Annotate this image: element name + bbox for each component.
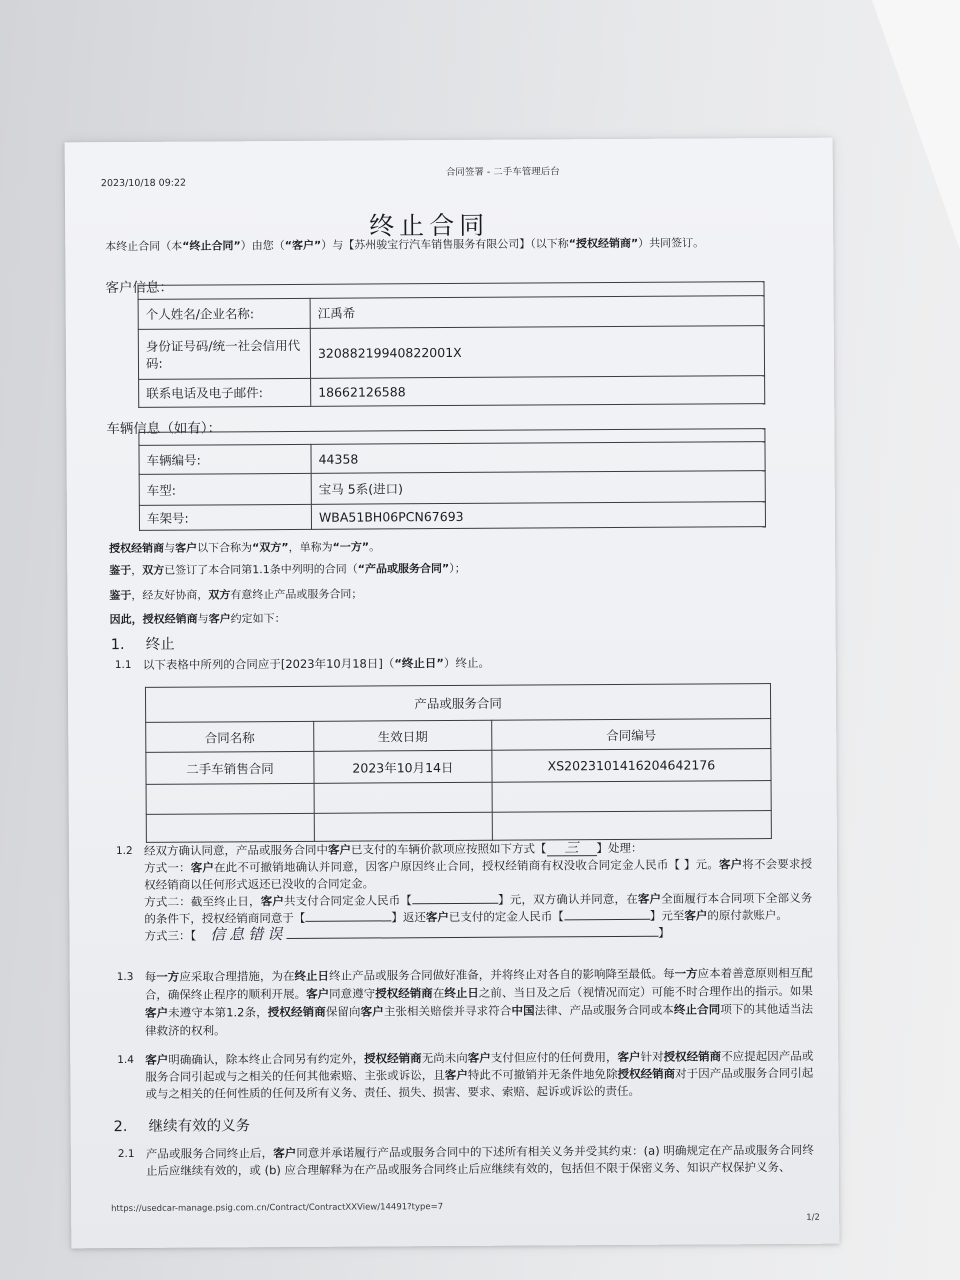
bold-text: 客户 (327, 842, 351, 857)
payment-option-2 (144, 890, 812, 928)
text-run: 法律、产品或服务合同或本 (534, 1002, 674, 1018)
bold-text: “终止日” (394, 656, 445, 671)
bold-text: 客户 (175, 541, 198, 555)
text-run: ）终止。 (443, 655, 490, 671)
text-run: ）与【苏州骏宝行汽车销售服务有限公司】（以下称 (321, 237, 569, 252)
text-run: 保留向 (325, 1004, 361, 1019)
customer-info-table (138, 281, 766, 408)
text-run: 】元，双方确认并同意，在 (497, 891, 638, 907)
vehicle-info-table (138, 428, 766, 531)
clause-2-1 (118, 1142, 818, 1180)
table-row (146, 811, 771, 843)
bold-text: “授权经销商” (568, 236, 639, 251)
bold-text: 客户 (273, 1145, 297, 1161)
text-run: 应本着善意原则相互配合，确保终止程序的顺利开展。 (144, 965, 813, 1002)
bold-text: 客户 (425, 910, 449, 925)
text-run: 已签订了本合同第1.1条中列明的合同（ (164, 562, 358, 577)
bold-text: 授权经销商 (375, 986, 433, 1001)
payment-option-1 (144, 856, 812, 894)
clause-1-4 (117, 1048, 817, 1103)
text-run: 以下合称为 (197, 541, 253, 555)
text-run: 同意并承诺履行产品或服务合同中的下述所有相关义务并受其约束：(a) 明确规定在产品或服务合同终止后应继续有效的，或 (b) 应合理解释为在产品或服务合同终止后应继续有效的，包括但不限于保密义务、知识产权保护义务、 (145, 1142, 814, 1178)
text-run: 同意遵守 (329, 986, 376, 1001)
table-cell (492, 811, 771, 841)
bold-text: 授权经销商 (109, 541, 165, 556)
clause-number: 1.4 (117, 1053, 134, 1067)
recital-whereas-1 (109, 560, 466, 578)
bold-text: 终止日 (444, 985, 479, 1001)
bold-text: 授权经销商 (364, 1051, 422, 1066)
text-run: 之前、当日及之后（视情况而定）可能不时合理作出的指示。如果 (478, 983, 813, 1000)
clause-number: 1.3 (116, 970, 134, 984)
bold-text: 客户 (208, 612, 231, 626)
text-run: 每 (144, 969, 157, 984)
text-run: 主张相关赔偿并寻求符合 (383, 1003, 512, 1019)
bold-text: 客户 (684, 908, 708, 923)
table-row (146, 781, 771, 815)
table-cell (146, 783, 314, 814)
text-run: 支付但应付的任何费用， (490, 1049, 618, 1065)
bold-text: 授权经销商 (267, 1004, 326, 1020)
table-row (139, 502, 765, 531)
bold-text: 鉴于 (109, 563, 132, 578)
bold-text: 客户 (306, 986, 330, 1001)
table-row (139, 471, 765, 506)
text-run: 方式三：【 (144, 928, 197, 943)
text-run: 终止产品或服务合同做好准备，并将终止对各自的影响降至最低。每 (329, 966, 675, 983)
table-row (139, 376, 765, 408)
vehicle-info-heading: 车辆信息（如有）： (106, 420, 222, 438)
table-cell: 二手车销售合同 (146, 751, 314, 784)
text-run: ）共同签订。 (638, 236, 705, 250)
bold-text: “终止合同” (182, 239, 241, 253)
text-run: 全面履行本合同项下全部义务的条件下，授权经销商同意于【 (144, 890, 813, 926)
bold-text: 双方 (142, 563, 165, 577)
section-title: 终止 (145, 636, 175, 653)
text-run: 不应提起因产品或服务合同引起或与之相关的任何其他索赔、主张或诉讼，且 (145, 1048, 814, 1084)
print-datetime: 2023/10/18 09:22 (100, 177, 187, 190)
table-row (146, 749, 771, 785)
text-run: 已支付的车辆价款项应按照如下方式【 (350, 841, 547, 857)
section-1-heading (111, 633, 175, 654)
clause-number: 1.1 (114, 658, 132, 672)
customer-contact-label: 联系电话及电子邮件: (139, 378, 311, 407)
text-run: 】处理： (596, 840, 643, 856)
text-run: 在 (432, 986, 445, 1001)
intro-paragraph (105, 234, 704, 254)
text-run: 】元至 (649, 908, 685, 923)
text-run: 方式二：截至终止日， (144, 894, 261, 909)
bold-text: 中国 (511, 1003, 535, 1018)
column-header: 合同编号 (492, 719, 771, 751)
blank-field (412, 892, 498, 905)
vehicle-vin-value: WBA51BH06PCN67693 (311, 502, 765, 530)
customer-name-label: 个人姓名/企业名称: (138, 298, 310, 329)
document-title: 终止合同 (369, 210, 490, 241)
clause-text (143, 653, 811, 674)
text-run: 的原付款账户。 (707, 907, 788, 923)
text-run: 本终止合同（本 (105, 239, 183, 254)
recital-parties (109, 538, 380, 556)
text-run: 共支付合同定金人民币【 (283, 893, 413, 909)
text-run: 方式一： (144, 860, 191, 875)
section-number: 2. (113, 1118, 128, 1136)
vehicle-number-label: 车辆编号: (139, 444, 311, 474)
table-cell (314, 782, 492, 813)
vehicle-number-value: 44358 (311, 442, 765, 474)
bold-text: 终止合同 (673, 1002, 721, 1017)
bold-text: 客户 (617, 1049, 641, 1064)
bold-text: 客户 (467, 1050, 491, 1065)
text-run: 约定如下： (230, 612, 286, 626)
contract-page (65, 138, 840, 1249)
text-run: ，单称为 (288, 540, 333, 554)
text-run: 将不会要求授权经销商以任何形式返还已没收的合同定金。 (144, 856, 813, 892)
text-run: 针对 (640, 1049, 664, 1064)
customer-id-label: 身份证号码/统一社会信用代码: (138, 328, 310, 379)
text-run: ，经友好协商， (131, 588, 209, 602)
contracts-table (145, 683, 772, 843)
page-number: 1/2 (806, 1212, 820, 1223)
text-run: 未遵守本第1.2条， (168, 1005, 268, 1020)
section-number: 1. (110, 636, 125, 654)
bold-text: 授权经销商 (663, 1049, 722, 1064)
table-row (138, 296, 764, 330)
table-row (138, 326, 764, 380)
text-run: 在此不可撤销地确认并同意，因客户原因终止合同，授权经销商有权没收合同定金人民币【 】元。 (213, 857, 720, 875)
bold-text: 一方 (156, 969, 180, 984)
clause-text (145, 1048, 813, 1103)
customer-id-value: 32088219940822001X (310, 326, 764, 379)
bold-text: 客户 (260, 894, 284, 909)
vehicle-vin-label: 车架号: (139, 504, 311, 530)
vehicle-model-label: 车型: (139, 473, 311, 505)
payment-option-3 (144, 924, 812, 945)
text-run: 无尚未向 (421, 1050, 468, 1066)
text-run: 。 (369, 540, 381, 554)
text-run: 已支付的定金人民币【 (448, 909, 564, 925)
recital-whereas-2 (109, 586, 362, 604)
vehicle-model-value: 宝马 5系(进口) (311, 471, 765, 505)
text-run: 项下的其他适当法律救济的权利。 (145, 1001, 814, 1038)
text-run: 明确确认，除本终止合同另有约定外， (168, 1051, 365, 1067)
text-run: 经双方确认同意，产品或服务合同中 (143, 842, 328, 858)
bold-text: “双方” (252, 540, 289, 555)
table-cell (314, 812, 492, 841)
bold-text: “一方” (332, 540, 370, 554)
table-cell: 2023年10月14日 (314, 750, 492, 783)
text-run: 】返还 (391, 910, 426, 925)
clause-1-1 (115, 653, 815, 674)
text-run: 产品或服务合同终止后， (145, 1146, 274, 1161)
bold-text: 授权经销商 (617, 1066, 676, 1081)
bold-text: 客户 (145, 1052, 169, 1067)
bold-text: “客户” (284, 238, 322, 253)
section-2-heading (114, 1114, 251, 1136)
blank-field (286, 925, 658, 939)
text-run: 与 (197, 612, 209, 626)
table-cell: XS2023101416204642176 (492, 749, 771, 783)
bold-text: 客户 (637, 891, 662, 906)
bold-text: 双方 (208, 588, 231, 602)
customer-name-value: 江禹希 (310, 296, 764, 329)
recital-therefore (109, 610, 285, 627)
column-header: 合同名称 (146, 721, 314, 752)
bold-text: 客户 (444, 1067, 468, 1083)
bold-text: “产品或服务合同” (357, 562, 450, 576)
clause-1-2 (116, 839, 817, 945)
clause-text (146, 1142, 814, 1180)
bold-text: 客户 (360, 1004, 384, 1019)
bold-text: 客户 (190, 860, 215, 875)
text-run: ）由您（ (240, 239, 285, 253)
text-run: 有意终止产品或服务合同； (230, 587, 363, 602)
bold-text: 一方 (674, 966, 698, 981)
text-run: 与 (164, 541, 176, 555)
text-run: 应采取合理措施，为在 (179, 968, 295, 984)
text-run: 对于因产品或服务合同引起或与之相关的任何性质的任何及所有义务、责任、损失、损害、要求、索赔、起诉或诉讼的责任。 (145, 1065, 814, 1101)
text-run: 特此不可撤销并无条件地免除 (467, 1066, 618, 1082)
table-caption: 产品或服务合同 (145, 684, 770, 723)
handwritten-entry: 三 (546, 841, 596, 856)
handwritten-entry: 信息错误 (210, 925, 287, 944)
section-title: 继续有效的义务 (148, 1118, 251, 1135)
clause-number: 1.2 (115, 844, 133, 858)
text-run: 以下表格中所列的合同应于[2023年10月18日]（ (142, 656, 395, 672)
clause-text (144, 839, 813, 945)
table-header-row (146, 719, 771, 753)
text-run: 】 (658, 925, 670, 940)
clause-1-3 (117, 964, 817, 1040)
bold-text: 鉴于 (109, 588, 132, 603)
clause-number: 2.1 (117, 1147, 135, 1161)
clause-text (145, 964, 813, 1040)
table-cell (492, 781, 771, 813)
text-run: ， (131, 563, 143, 577)
customer-contact-value: 18662126588 (311, 376, 765, 407)
print-url: https://usedcar-manage.psig.com.cn/Contract/ContractXXView/14491?type=7 (111, 1202, 444, 1215)
table-row (139, 442, 765, 475)
print-site-title: 合同签署 - 二手车管理后台 (445, 166, 560, 179)
bold-text: 终止日 (294, 968, 330, 983)
bold-text: 因此，授权经销商 (109, 612, 198, 627)
table-caption-row (145, 684, 770, 723)
text-run: ）； (449, 561, 466, 576)
bold-text: 客户 (718, 857, 743, 872)
customer-info-heading: 客户信息： (105, 279, 174, 297)
blank-field (305, 909, 391, 922)
bold-text: 客户 (144, 1005, 169, 1020)
table-cell (146, 813, 314, 842)
blank-field (564, 908, 650, 921)
column-header: 生效日期 (314, 720, 492, 751)
